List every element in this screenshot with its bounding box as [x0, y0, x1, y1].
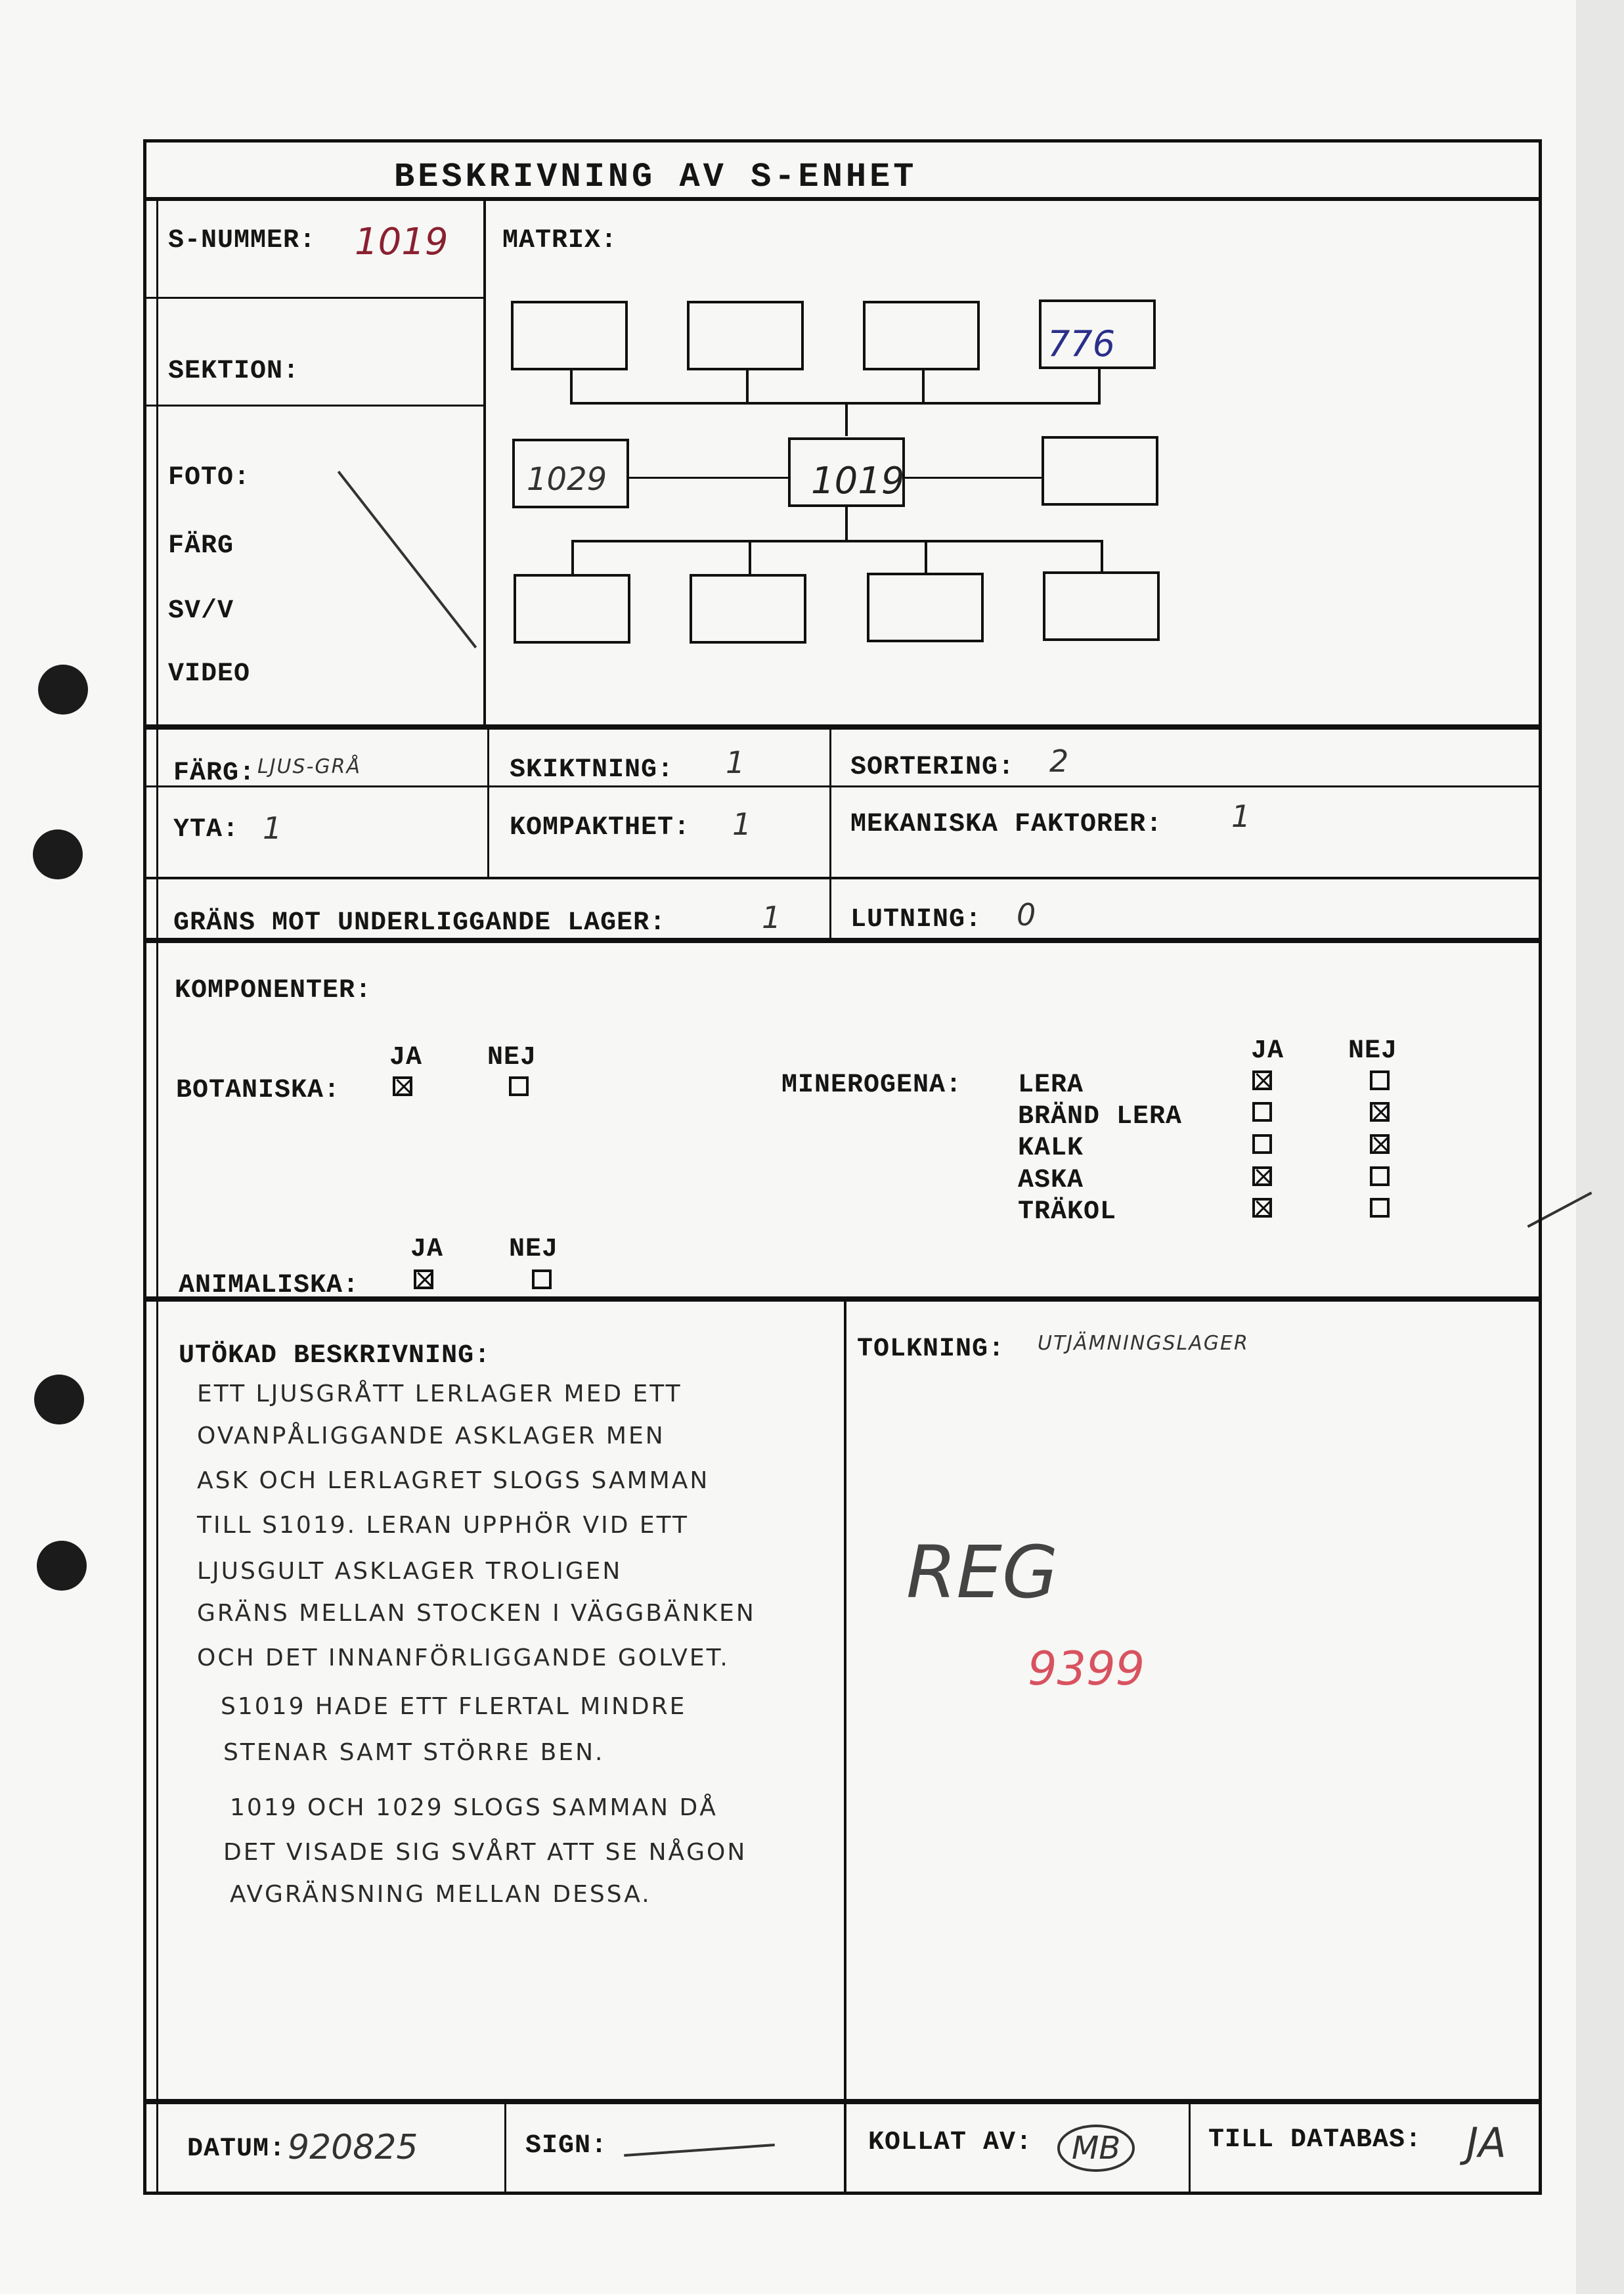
matrix-connector	[571, 540, 574, 574]
komponenter-label: KOMPONENTER:	[175, 976, 372, 1005]
kalk-nej-checkbox[interactable]	[1370, 1134, 1390, 1154]
foto-video-label: VIDEO	[168, 659, 251, 689]
punch-hole	[37, 1541, 87, 1591]
mekaniska-label: MEKANISKA FAKTORER:	[850, 810, 1163, 839]
divider	[829, 728, 831, 941]
animaliska-nej-header: NEJ	[509, 1235, 559, 1264]
matrix-box[interactable]	[1043, 571, 1160, 641]
description-line: ETT LJUSGRÅTT LERLAGER MED ETT	[197, 1380, 682, 1407]
animaliska-nej-checkbox[interactable]	[532, 1269, 552, 1289]
brand-lera-nej-checkbox[interactable]	[1370, 1102, 1390, 1122]
divider	[143, 2099, 1542, 2104]
yta-label: YTA:	[173, 815, 240, 845]
trakol-ja-checkbox[interactable]	[1252, 1198, 1272, 1218]
mineral-trakol: TRÄKOL	[1018, 1197, 1117, 1227]
mineral-lera: LERA	[1018, 1070, 1084, 1100]
description-line: OCH DET INNANFÖRLIGGANDE GOLVET.	[197, 1644, 730, 1671]
description-line: AVGRÄNSNING MELLAN DESSA.	[230, 1881, 651, 1908]
till-databas-value[interactable]: JA	[1466, 2119, 1506, 2167]
grans-label: GRÄNS MOT UNDERLIGGANDE LAGER:	[173, 908, 667, 938]
lutning-value[interactable]: 0	[1017, 897, 1036, 933]
sektion-label: SEKTION:	[168, 357, 300, 386]
matrix-connector	[1101, 540, 1103, 574]
botaniska-ja-checkbox[interactable]	[393, 1076, 412, 1096]
divider	[143, 724, 1542, 730]
description-line: LJUSGULT ASKLAGER TROLIGEN	[197, 1558, 623, 1585]
divider	[487, 728, 489, 879]
foto-label: FOTO:	[168, 463, 251, 493]
mineral-aska: ASKA	[1018, 1166, 1084, 1195]
aska-ja-checkbox[interactable]	[1252, 1166, 1272, 1186]
minerogena-ja-header: JA	[1251, 1036, 1284, 1066]
punch-hole	[38, 665, 88, 715]
kalk-ja-checkbox[interactable]	[1252, 1134, 1272, 1154]
mekaniska-value[interactable]: 1	[1231, 799, 1251, 834]
punch-hole	[34, 1375, 84, 1424]
matrix-middle-left-value: 1029	[527, 461, 607, 498]
matrix-connector	[746, 370, 749, 403]
matrix-box[interactable]	[511, 301, 628, 370]
till-databas-label: TILL DATABAS:	[1208, 2125, 1422, 2155]
matrix-connector	[925, 540, 927, 574]
divider	[143, 405, 485, 407]
description-line: DET VISADE SIG SVÅRT ATT SE NÅGON	[223, 1839, 747, 1866]
matrix-connector	[571, 540, 1102, 542]
matrix-connector	[922, 370, 925, 403]
description-line: S1019 HADE ETT FLERTAL MINDRE	[221, 1693, 687, 1720]
farg-label: FÄRG:	[173, 759, 256, 788]
botaniska-nej-header: NEJ	[487, 1043, 537, 1072]
minerogena-nej-header: NEJ	[1348, 1036, 1398, 1066]
description-line: GRÄNS MELLAN STOCKEN I VÄGGBÄNKEN	[197, 1600, 756, 1627]
divider	[504, 2102, 506, 2195]
matrix-box[interactable]	[687, 301, 804, 370]
lera-nej-checkbox[interactable]	[1370, 1070, 1390, 1090]
description-line: 1019 OCH 1029 SLOGS SAMMAN DÅ	[230, 1794, 718, 1821]
form-title: BESKRIVNING AV S-ENHET	[394, 158, 917, 196]
datum-label: DATUM:	[187, 2134, 286, 2164]
animaliska-ja-header: JA	[410, 1235, 444, 1264]
matrix-box[interactable]	[867, 573, 984, 642]
matrix-box[interactable]	[1042, 436, 1158, 506]
divider	[483, 199, 486, 728]
kompakthet-value[interactable]: 1	[732, 806, 752, 842]
matrix-middle-center-value: 1019	[811, 460, 905, 502]
farg-value[interactable]: LJUS-GRÅ	[257, 755, 362, 778]
s-nummer-label: S-NUMMER:	[168, 226, 317, 255]
punch-hole	[33, 829, 83, 879]
divider	[1189, 2102, 1191, 2195]
trakol-nej-checkbox[interactable]	[1370, 1198, 1390, 1218]
aska-nej-checkbox[interactable]	[1370, 1166, 1390, 1186]
matrix-connector	[629, 477, 788, 479]
minerogena-label: MINEROGENA:	[781, 1070, 963, 1100]
kollat-value[interactable]: MB	[1057, 2125, 1135, 2172]
s-nummer-value[interactable]: 1019	[355, 221, 449, 263]
skiktning-label: SKIKTNING:	[510, 755, 674, 785]
datum-value[interactable]: 920825	[288, 2128, 418, 2167]
divider	[844, 1299, 846, 2195]
matrix-box[interactable]	[690, 574, 806, 644]
sortering-label: SORTERING:	[850, 753, 1015, 782]
grans-value[interactable]: 1	[762, 900, 781, 935]
kompakthet-label: KOMPAKTHET:	[510, 813, 691, 843]
matrix-connector	[1098, 369, 1101, 403]
brand-lera-ja-checkbox[interactable]	[1252, 1102, 1272, 1122]
tolkning-note-number: 9399	[1028, 1642, 1145, 1696]
matrix-box[interactable]	[863, 301, 980, 370]
kollat-label: KOLLAT AV:	[868, 2128, 1033, 2157]
description-line: TILL S1019. LERAN UPPHÖR VID ETT	[197, 1512, 690, 1539]
sortering-value[interactable]: 2	[1049, 743, 1069, 779]
matrix-connector	[570, 402, 1101, 405]
description-line: OVANPÅLIGGANDE ASKLAGER MEN	[197, 1423, 665, 1449]
divider	[143, 197, 1542, 201]
botaniska-ja-header: JA	[389, 1043, 423, 1072]
description-line: ASK OCH LERLAGRET SLOGS SAMMAN	[197, 1467, 710, 1494]
divider	[156, 199, 158, 2195]
paper-edge	[1576, 0, 1624, 2294]
tolkning-label: TOLKNING:	[857, 1334, 1005, 1364]
foto-farg-label: FÄRG	[168, 531, 234, 561]
lutning-label: LUTNING:	[850, 905, 982, 935]
matrix-top-right-value: 776	[1047, 323, 1116, 364]
foto-svv-label: SV/V	[168, 596, 234, 626]
botaniska-label: BOTANISKA:	[176, 1076, 341, 1105]
matrix-box[interactable]	[514, 574, 630, 644]
divider	[143, 297, 485, 299]
botaniska-nej-checkbox[interactable]	[509, 1076, 529, 1096]
sign-label: SIGN:	[525, 2131, 608, 2161]
animaliska-label: ANIMALISKA:	[179, 1271, 360, 1300]
matrix-connector	[570, 370, 573, 403]
matrix-connector	[905, 477, 1042, 479]
description-line: STENAR SAMT STÖRRE BEN.	[223, 1739, 605, 1766]
matrix-label: MATRIX:	[502, 226, 618, 255]
mineral-brand-lera: BRÄND LERA	[1018, 1102, 1183, 1132]
utokad-label: UTÖKAD BESKRIVNING:	[179, 1341, 491, 1371]
animaliska-ja-checkbox[interactable]	[414, 1269, 433, 1289]
lera-ja-checkbox[interactable]	[1252, 1070, 1272, 1090]
divider	[844, 2102, 846, 2195]
skiktning-value[interactable]: 1	[726, 745, 745, 780]
tolkning-value[interactable]: UTJÄMNINGSLAGER	[1038, 1332, 1249, 1355]
divider	[143, 877, 1542, 879]
yta-value[interactable]: 1	[263, 810, 282, 846]
matrix-connector	[845, 402, 848, 436]
divider	[143, 785, 1542, 787]
mineral-kalk: KALK	[1018, 1134, 1084, 1163]
matrix-connector	[845, 507, 848, 541]
tolkning-note-reg: REG	[906, 1530, 1059, 1614]
matrix-connector	[749, 540, 751, 574]
divider	[143, 938, 1542, 943]
